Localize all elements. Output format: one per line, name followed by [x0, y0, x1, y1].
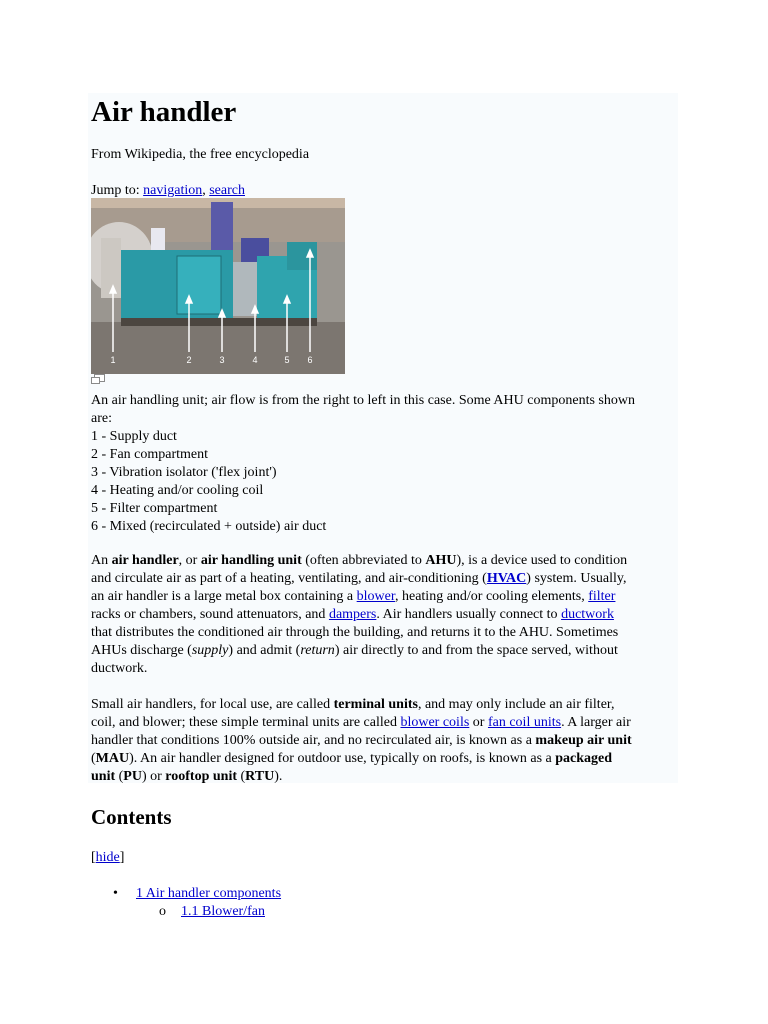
caption-line: are: [91, 411, 112, 426]
tagline: From Wikipedia, the free encyclopedia [91, 147, 310, 162]
text: and circulate air as part of a heating, ventilating, and air-conditioning ( [91, 571, 487, 586]
bold-term: unit [91, 769, 116, 784]
text: An [91, 553, 112, 568]
paragraph-line: ductwork. [91, 661, 148, 676]
toc-toggle [91, 849, 124, 867]
fan-coil-units-link[interactable]: fan coil units [487, 715, 562, 730]
enlarge-icon[interactable] [91, 374, 105, 385]
page-title: Air handler [91, 96, 237, 128]
paragraph-line [91, 696, 681, 714]
paragraph-line [91, 570, 681, 588]
text: racks or chambers, sound attenuators, and [91, 607, 329, 622]
callout-number-5: 5 [284, 355, 290, 365]
text: handler that conditions 100% outside air, and no recirculated air, is known as a [91, 733, 536, 748]
caption-item-6: 6 - Mixed (recirculated + outside) air duct [91, 519, 327, 534]
jump-separator: , [202, 183, 210, 198]
blower-link[interactable]: blower [356, 589, 395, 604]
toc-bullet: • [113, 886, 118, 901]
filter-link[interactable]: filter [588, 589, 616, 604]
hide-toc-link[interactable]: hide [95, 850, 120, 865]
text: , heating and/or cooling elements, [394, 589, 589, 604]
callout-number-2: 2 [186, 355, 192, 365]
bold-term: PU [123, 769, 142, 784]
hvac-link[interactable]: HVAC [486, 571, 527, 586]
paragraph-line [91, 732, 681, 750]
navigation-link[interactable]: navigation [143, 183, 203, 198]
paragraph-line [91, 750, 681, 768]
intro-paragraph [91, 552, 681, 678]
access-door [177, 256, 221, 314]
contents-heading: Contents [91, 805, 172, 829]
blower-coils-link[interactable]: blower coils [400, 715, 470, 730]
text: ) system. Usually, [526, 571, 627, 586]
paragraph-line [91, 642, 681, 660]
bold-term: makeup air unit [535, 733, 632, 748]
text: , and may only include an air filter, [417, 697, 615, 712]
jump-label: Jump to: [91, 183, 144, 198]
italic-term: return [300, 643, 335, 658]
text: ), is a device used to condition [456, 553, 628, 568]
text: ( [91, 751, 96, 766]
text: or [469, 715, 488, 730]
caption-item-1: 1 - Supply duct [91, 429, 177, 444]
caption-item-4: 4 - Heating and/or cooling coil [91, 483, 264, 498]
dampers-link[interactable]: dampers [328, 607, 377, 622]
text: an air handler is a large metal box containing a [91, 589, 357, 604]
text: , or [178, 553, 201, 568]
bold-term: air handling unit [200, 553, 302, 568]
air-handling-unit-photo[interactable] [91, 198, 345, 374]
text: ) and admit ( [228, 643, 301, 658]
floor [91, 322, 345, 374]
text: . A larger air [561, 715, 631, 730]
text: coil, and blower; these simple terminal units are called [91, 715, 401, 730]
toc-item-air-handler-components[interactable]: 1 Air handler components [136, 886, 282, 901]
callout-number-3: 3 [219, 355, 225, 365]
text: . Air handlers usually connect to [376, 607, 562, 622]
caption-item-2: 2 - Fan compartment [91, 447, 209, 462]
text: (often abbreviated to [301, 553, 426, 568]
text: ). [274, 769, 283, 784]
toc-subbullet: o [159, 904, 166, 919]
paragraph-line [91, 552, 681, 570]
bold-term: packaged [555, 751, 613, 766]
bold-term: terminal units [333, 697, 418, 712]
caption-line: An air handling unit; air flow is from the right to left in this case. Some AHU components shown [91, 393, 635, 408]
bold-term: MAU [95, 751, 130, 766]
bold-term: air handler [111, 553, 179, 568]
ductwork-link[interactable]: ductwork [561, 607, 614, 622]
paragraph-line [91, 606, 681, 624]
toc-item-blower-fan[interactable]: 1.1 Blower/fan [181, 904, 265, 919]
bracket: ] [119, 850, 125, 865]
text: ( [237, 769, 246, 784]
italic-term: supply [191, 643, 229, 658]
caption-item-5: 5 - Filter compartment [91, 501, 218, 516]
search-link[interactable]: search [209, 183, 245, 198]
bracket: [ [91, 850, 96, 865]
callout-number-6: 6 [307, 355, 313, 365]
text: ). An air handler designed for outdoor use, typically on roofs, is known as a [129, 751, 556, 766]
paragraph-line [91, 768, 681, 786]
bold-term: rooftop unit [165, 769, 237, 784]
paragraph-line [91, 588, 681, 606]
callout-number-1: 1 [110, 355, 116, 365]
text: ) air directly to and from the space served, without [334, 643, 618, 658]
bold-term: AHU [425, 553, 457, 568]
paragraph-line [91, 714, 681, 732]
terminal-units-paragraph [91, 696, 681, 786]
paragraph-line: that distributes the conditioned air through the building, and returns it to the AHU. Sometimes [91, 625, 619, 640]
text: ( [115, 769, 124, 784]
callout-number-4: 4 [252, 355, 258, 365]
text: AHUs discharge ( [91, 643, 192, 658]
caption-item-3: 3 - Vibration isolator ('flex joint') [91, 465, 277, 480]
text: ) or [141, 769, 166, 784]
bold-term: RTU [245, 769, 275, 784]
text: Small air handlers, for local use, are called [91, 697, 334, 712]
figure-caption [91, 392, 681, 536]
